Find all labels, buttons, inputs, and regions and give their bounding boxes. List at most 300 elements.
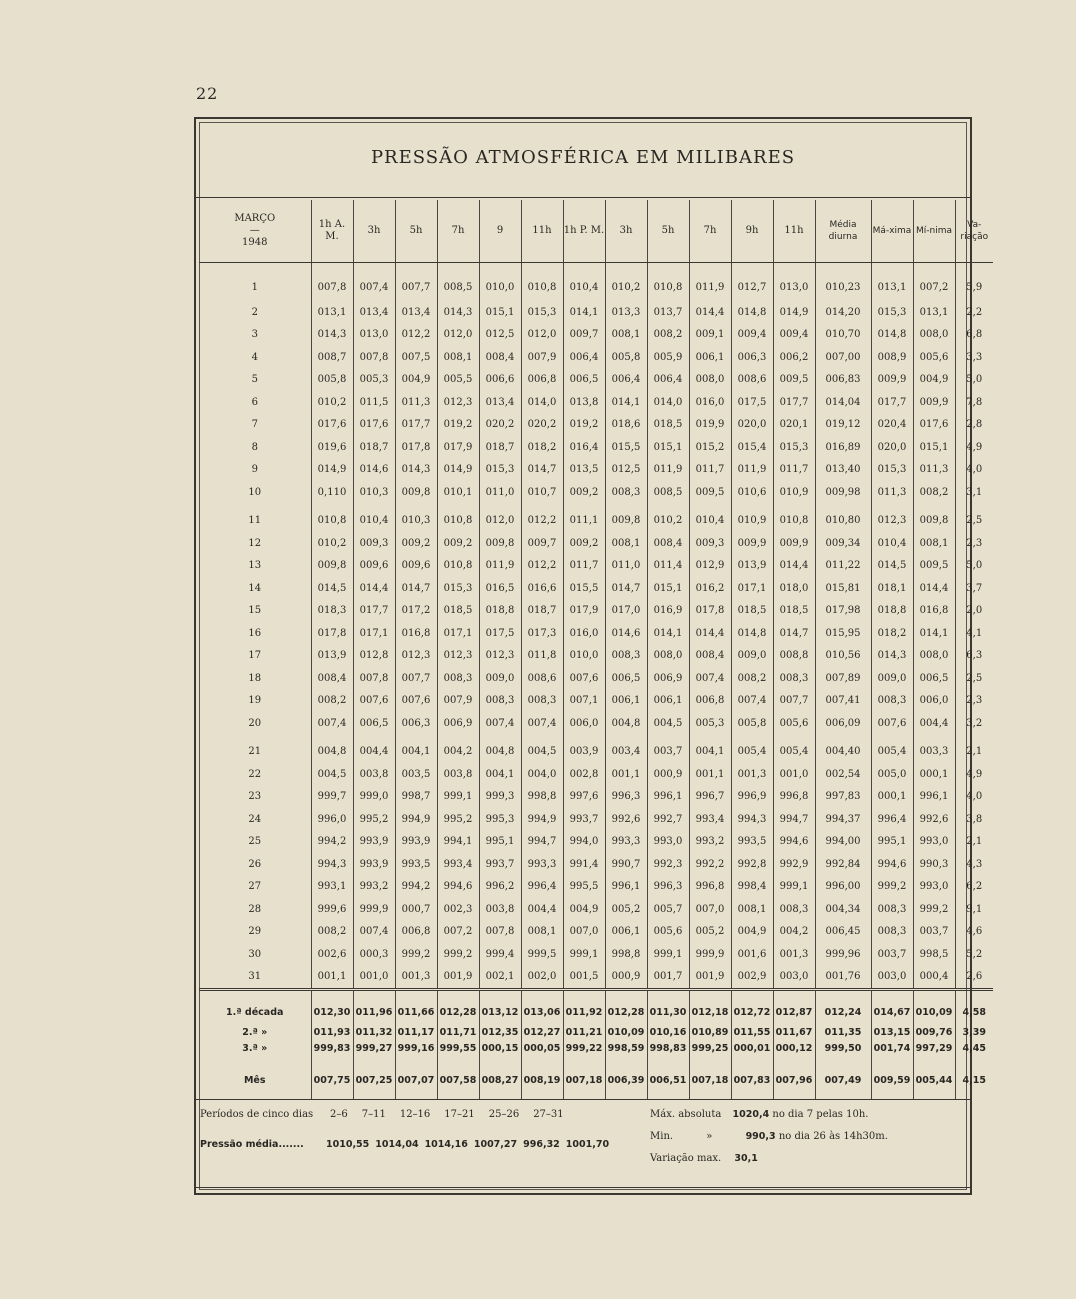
value-cell: 992,84 xyxy=(815,853,871,876)
value-cell: 2,8 xyxy=(955,414,993,437)
value-cell: 009,2 xyxy=(563,481,605,504)
table-row xyxy=(199,600,993,623)
value-cell: 005,4 xyxy=(871,735,913,764)
table-row xyxy=(199,690,993,713)
table-row xyxy=(199,645,993,668)
value-cell: 014,5 xyxy=(311,577,353,600)
day-cell: 1 xyxy=(251,281,258,293)
header-col-7: 3h xyxy=(605,200,647,263)
value-cell: 007,1 xyxy=(563,690,605,713)
value-cell: 003,0 xyxy=(773,966,815,990)
value-cell: 008,1 xyxy=(605,532,647,555)
value-cell: 012,2 xyxy=(521,555,563,578)
header-col-4: 9 xyxy=(479,200,521,263)
value-cell: 000,9 xyxy=(605,966,647,990)
value-cell: 009,0 xyxy=(731,645,773,668)
value-cell: 001,0 xyxy=(353,966,395,990)
max-abs-label: Máx. absoluta xyxy=(650,1109,722,1120)
value-cell: 004,8 xyxy=(605,712,647,735)
value-cell: 005,3 xyxy=(353,369,395,392)
summary-label: Mês xyxy=(243,1074,266,1086)
period-item: 12–16 xyxy=(399,1109,431,1120)
value-cell: 009,3 xyxy=(689,532,731,555)
table-row xyxy=(199,876,993,899)
value-cell: 012,7 xyxy=(731,263,773,302)
value-cell: 008,3 xyxy=(871,921,913,944)
summary-value: 000,12 xyxy=(773,1041,815,1055)
day-cell: 4 xyxy=(251,351,258,363)
value-cell: 002,3 xyxy=(437,898,479,921)
value-cell: 4,0 xyxy=(955,459,993,482)
value-cell: 5,0 xyxy=(955,555,993,578)
value-cell: 006,3 xyxy=(731,346,773,369)
table-row xyxy=(199,808,993,831)
value-cell: 999,1 xyxy=(437,786,479,809)
value-cell: 011,9 xyxy=(479,555,521,578)
max-abs-when: no dia 7 pelas 10h. xyxy=(772,1109,869,1120)
value-cell: 004,0 xyxy=(521,763,563,786)
decade-summary-row xyxy=(199,1041,993,1055)
value-cell: 012,0 xyxy=(437,324,479,347)
value-cell: 006,1 xyxy=(605,921,647,944)
value-cell: 014,4 xyxy=(773,555,815,578)
value-cell: 004,4 xyxy=(353,735,395,764)
min-mark: » xyxy=(706,1131,713,1142)
day-cell: 14 xyxy=(248,582,262,594)
value-cell: 004,40 xyxy=(815,735,871,764)
decade-summary-row xyxy=(199,1023,993,1041)
value-cell: 009,6 xyxy=(353,555,395,578)
value-cell: 011,7 xyxy=(773,459,815,482)
summary-value: 999,83 xyxy=(311,1041,353,1055)
day-cell: 10 xyxy=(248,486,262,498)
value-cell: 014,1 xyxy=(563,301,605,324)
value-cell: 008,8 xyxy=(773,645,815,668)
value-cell: 008,3 xyxy=(871,898,913,921)
day-cell: 22 xyxy=(248,768,262,780)
period-item: 27–31 xyxy=(533,1109,564,1120)
value-cell: 000,7 xyxy=(395,898,437,921)
value-cell: 000,9 xyxy=(647,763,689,786)
summary-value: 011,17 xyxy=(395,1023,437,1041)
header-col-6: 1h P. M. xyxy=(563,200,605,263)
value-cell: 013,9 xyxy=(731,555,773,578)
value-cell: 015,3 xyxy=(479,459,521,482)
value-cell: 018,2 xyxy=(871,622,913,645)
summary-value: 999,22 xyxy=(563,1041,605,1055)
value-cell: 009,1 xyxy=(689,324,731,347)
value-cell: 011,9 xyxy=(731,459,773,482)
value-cell: 992,6 xyxy=(913,808,955,831)
value-cell: 017,8 xyxy=(395,436,437,459)
value-cell: 993,7 xyxy=(563,808,605,831)
table-row xyxy=(199,853,993,876)
day-cell: 3 xyxy=(251,329,258,341)
day-cell: 19 xyxy=(248,695,262,707)
value-cell: 012,5 xyxy=(605,459,647,482)
value-cell: 009,6 xyxy=(395,555,437,578)
value-cell: 014,3 xyxy=(871,645,913,668)
value-cell: 019,2 xyxy=(437,414,479,437)
value-cell: 997,6 xyxy=(563,786,605,809)
value-cell: 3,1 xyxy=(955,481,993,504)
table-row xyxy=(199,898,993,921)
header-col-11: 11h xyxy=(773,200,815,263)
value-cell: 007,0 xyxy=(563,921,605,944)
day-cell: 20 xyxy=(248,717,262,729)
summary-value: 999,25 xyxy=(689,1041,731,1055)
summary-value: 997,29 xyxy=(913,1041,955,1055)
value-cell: 009,9 xyxy=(773,532,815,555)
value-cell: 018,3 xyxy=(311,600,353,623)
value-cell: 015,3 xyxy=(437,577,479,600)
value-cell: 6,3 xyxy=(955,645,993,668)
value-cell: 004,9 xyxy=(731,921,773,944)
value-cell: 007,6 xyxy=(395,690,437,713)
value-cell: 4,3 xyxy=(955,853,993,876)
value-cell: 010,4 xyxy=(353,504,395,533)
value-cell: 016,0 xyxy=(563,622,605,645)
summary-label: 2.ª » xyxy=(242,1026,268,1038)
value-cell: 014,3 xyxy=(395,459,437,482)
value-cell: 007,7 xyxy=(773,690,815,713)
header-col-10: 9h xyxy=(731,200,773,263)
value-cell: 993,9 xyxy=(395,831,437,854)
value-cell: 999,7 xyxy=(311,786,353,809)
value-cell: 017,98 xyxy=(815,600,871,623)
value-cell: 006,0 xyxy=(563,712,605,735)
value-cell: 6,8 xyxy=(955,324,993,347)
title-rule xyxy=(196,197,970,198)
value-cell: 013,7 xyxy=(647,301,689,324)
table-row xyxy=(199,943,993,966)
value-cell: 016,9 xyxy=(647,600,689,623)
day-cell: 16 xyxy=(248,627,262,639)
summary-value: 998,59 xyxy=(605,1041,647,1055)
value-cell: 004,5 xyxy=(311,763,353,786)
value-cell: 994,6 xyxy=(773,831,815,854)
value-cell: 007,4 xyxy=(311,712,353,735)
value-cell: 994,2 xyxy=(395,876,437,899)
value-cell: 010,80 xyxy=(815,504,871,533)
table-row xyxy=(199,555,993,578)
value-cell: 994,2 xyxy=(311,831,353,854)
value-cell: 999,2 xyxy=(871,876,913,899)
table-row xyxy=(199,263,993,302)
day-cell: 6 xyxy=(251,396,258,408)
value-cell: 000,3 xyxy=(353,943,395,966)
value-cell: 993,4 xyxy=(437,853,479,876)
min-line xyxy=(650,1131,888,1142)
table-row xyxy=(199,391,993,414)
variation-value: 30,1 xyxy=(734,1153,758,1164)
value-cell: 018,5 xyxy=(773,600,815,623)
value-cell: 013,1 xyxy=(871,263,913,302)
value-cell: 992,8 xyxy=(731,853,773,876)
summary-value: 011,35 xyxy=(815,1023,871,1041)
summary-label: 3.ª » xyxy=(242,1042,268,1054)
value-cell: 994,9 xyxy=(395,808,437,831)
value-cell: 016,8 xyxy=(913,600,955,623)
value-cell: 012,5 xyxy=(479,324,521,347)
summary-value: 011,93 xyxy=(311,1023,353,1041)
value-cell: 007,4 xyxy=(689,667,731,690)
value-cell: 992,9 xyxy=(773,853,815,876)
summary-value: 998,83 xyxy=(647,1041,689,1055)
table-frame xyxy=(194,117,989,1195)
value-cell: 002,0 xyxy=(521,966,563,990)
value-cell: 999,9 xyxy=(689,943,731,966)
value-cell: 001,3 xyxy=(395,966,437,990)
value-cell: 998,4 xyxy=(731,876,773,899)
value-cell: 016,89 xyxy=(815,436,871,459)
table-row xyxy=(199,921,993,944)
value-cell: 008,2 xyxy=(647,324,689,347)
table-row xyxy=(199,735,993,764)
value-cell: 008,0 xyxy=(913,324,955,347)
summary-value: 006,51 xyxy=(647,1055,689,1099)
value-cell: 018,7 xyxy=(353,436,395,459)
header-col-1: 3h xyxy=(353,200,395,263)
value-cell: 993,0 xyxy=(647,831,689,854)
table-row xyxy=(199,966,993,990)
value-cell: 3,3 xyxy=(955,346,993,369)
value-cell: 012,3 xyxy=(437,645,479,668)
summary-value: 012,72 xyxy=(731,990,773,1024)
value-cell: 014,6 xyxy=(353,459,395,482)
day-cell: 23 xyxy=(248,791,262,803)
value-cell: 015,4 xyxy=(731,436,773,459)
value-cell: 994,37 xyxy=(815,808,871,831)
value-cell: 004,9 xyxy=(563,898,605,921)
max-abs-value: 1020,4 xyxy=(732,1109,770,1120)
value-cell: 010,2 xyxy=(605,263,647,302)
value-cell: 995,2 xyxy=(437,808,479,831)
page-number: 22 xyxy=(196,84,219,103)
value-cell: 018,5 xyxy=(437,600,479,623)
variation-label: Variação max. xyxy=(650,1153,722,1164)
value-cell: 6,2 xyxy=(955,876,993,899)
value-cell: 015,5 xyxy=(605,436,647,459)
value-cell: 992,2 xyxy=(689,853,731,876)
value-cell: 007,7 xyxy=(395,263,437,302)
value-cell: 010,4 xyxy=(689,504,731,533)
value-cell: 007,4 xyxy=(353,921,395,944)
table-row xyxy=(199,324,993,347)
value-cell: 006,6 xyxy=(479,369,521,392)
value-cell: 006,9 xyxy=(437,712,479,735)
value-cell: 2,5 xyxy=(955,667,993,690)
value-cell: 012,3 xyxy=(437,391,479,414)
value-cell: 009,8 xyxy=(395,481,437,504)
value-cell: 010,8 xyxy=(437,555,479,578)
value-cell: 006,5 xyxy=(605,667,647,690)
value-cell: 017,6 xyxy=(913,414,955,437)
value-cell: 003,4 xyxy=(605,735,647,764)
periods-list xyxy=(330,1109,578,1120)
summary-value: 4,58 xyxy=(955,990,993,1024)
value-cell: 016,8 xyxy=(395,622,437,645)
value-cell: 016,6 xyxy=(521,577,563,600)
value-cell: 009,0 xyxy=(871,667,913,690)
value-cell: 001,3 xyxy=(773,943,815,966)
value-cell: 991,4 xyxy=(563,853,605,876)
min-when: no dia 26 às 14h30m. xyxy=(778,1131,888,1142)
header-month-label: MARÇO xyxy=(234,213,276,224)
value-cell: 993,5 xyxy=(731,831,773,854)
value-cell: 995,1 xyxy=(479,831,521,854)
value-cell: 004,4 xyxy=(521,898,563,921)
summary-value: 009,76 xyxy=(913,1023,955,1041)
value-cell: 009,9 xyxy=(871,369,913,392)
value-cell: 995,1 xyxy=(871,831,913,854)
value-cell: 008,2 xyxy=(311,921,353,944)
value-cell: 996,9 xyxy=(731,786,773,809)
pressure-item: 1014,16 xyxy=(424,1139,468,1150)
value-cell: 006,4 xyxy=(647,369,689,392)
value-cell: 006,1 xyxy=(689,346,731,369)
value-cell: 007,41 xyxy=(815,690,871,713)
value-cell: 003,7 xyxy=(647,735,689,764)
pressure-table xyxy=(199,200,993,1099)
value-cell: 011,3 xyxy=(395,391,437,414)
value-cell: 006,0 xyxy=(913,690,955,713)
value-cell: 004,9 xyxy=(395,369,437,392)
value-cell: 008,3 xyxy=(437,667,479,690)
value-cell: 008,7 xyxy=(311,346,353,369)
value-cell: 006,2 xyxy=(773,346,815,369)
summary-value: 012,24 xyxy=(815,990,871,1024)
value-cell: 014,9 xyxy=(437,459,479,482)
value-cell: 018,1 xyxy=(871,577,913,600)
period-item: 25–26 xyxy=(488,1109,520,1120)
value-cell: 007,4 xyxy=(521,712,563,735)
value-cell: 010,8 xyxy=(647,263,689,302)
table-row xyxy=(199,414,993,437)
day-cell: 13 xyxy=(248,560,262,572)
table-row xyxy=(199,346,993,369)
summary-value: 005,44 xyxy=(913,1055,955,1099)
value-cell: 008,1 xyxy=(605,324,647,347)
summary-value: 007,18 xyxy=(689,1055,731,1099)
value-cell: 009,3 xyxy=(353,532,395,555)
value-cell: 014,7 xyxy=(395,577,437,600)
value-cell: 009,4 xyxy=(773,324,815,347)
value-cell: 015,2 xyxy=(689,436,731,459)
value-cell: 010,4 xyxy=(563,263,605,302)
value-cell: 017,7 xyxy=(773,391,815,414)
value-cell: 996,1 xyxy=(605,876,647,899)
value-cell: 005,6 xyxy=(913,346,955,369)
value-cell: 013,0 xyxy=(353,324,395,347)
value-cell: 999,2 xyxy=(437,943,479,966)
table-row xyxy=(199,504,993,533)
value-cell: 010,1 xyxy=(437,481,479,504)
value-cell: 006,4 xyxy=(563,346,605,369)
value-cell: 013,1 xyxy=(311,301,353,324)
value-cell: 012,2 xyxy=(395,324,437,347)
summary-value: 013,12 xyxy=(479,990,521,1024)
value-cell: 997,83 xyxy=(815,786,871,809)
min-label: Min. xyxy=(650,1131,674,1142)
value-cell: 017,9 xyxy=(563,600,605,623)
table-row xyxy=(199,436,993,459)
value-cell: 004,5 xyxy=(647,712,689,735)
value-cell: 994,00 xyxy=(815,831,871,854)
day-cell: 25 xyxy=(248,836,262,848)
summary-value: 012,27 xyxy=(521,1023,563,1041)
value-cell: 000,1 xyxy=(913,763,955,786)
day-cell: 28 xyxy=(248,903,262,915)
value-cell: 2,1 xyxy=(955,735,993,764)
summary-value: 012,87 xyxy=(773,990,815,1024)
value-cell: 016,4 xyxy=(563,436,605,459)
value-cell: 996,8 xyxy=(689,876,731,899)
value-cell: 011,22 xyxy=(815,555,871,578)
value-cell: 014,8 xyxy=(871,324,913,347)
value-cell: 994,3 xyxy=(311,853,353,876)
summary-value: 011,67 xyxy=(773,1023,815,1041)
value-cell: 020,2 xyxy=(521,414,563,437)
value-cell: 010,9 xyxy=(731,504,773,533)
value-cell: 018,5 xyxy=(731,600,773,623)
value-cell: 996,3 xyxy=(647,876,689,899)
value-cell: 005,9 xyxy=(647,346,689,369)
value-cell: 005,7 xyxy=(647,898,689,921)
value-cell: 008,4 xyxy=(647,532,689,555)
value-cell: 5,9 xyxy=(955,263,993,302)
value-cell: 009,0 xyxy=(479,667,521,690)
value-cell: 001,7 xyxy=(647,966,689,990)
value-cell: 008,1 xyxy=(521,921,563,944)
value-cell: 012,3 xyxy=(479,645,521,668)
value-cell: 010,23 xyxy=(815,263,871,302)
value-cell: 010,8 xyxy=(521,263,563,302)
value-cell: 010,8 xyxy=(437,504,479,533)
summary-value: 011,21 xyxy=(563,1023,605,1041)
value-cell: 019,9 xyxy=(689,414,731,437)
value-cell: 018,8 xyxy=(479,600,521,623)
value-cell: 2,6 xyxy=(955,966,993,990)
value-cell: 010,56 xyxy=(815,645,871,668)
value-cell: 015,95 xyxy=(815,622,871,645)
value-cell: 020,0 xyxy=(871,436,913,459)
value-cell: 004,2 xyxy=(773,921,815,944)
value-cell: 017,2 xyxy=(395,600,437,623)
value-cell: 010,3 xyxy=(353,481,395,504)
value-cell: 003,8 xyxy=(353,763,395,786)
value-cell: 010,0 xyxy=(563,645,605,668)
value-cell: 010,70 xyxy=(815,324,871,347)
header-row xyxy=(199,200,993,263)
value-cell: 013,1 xyxy=(913,301,955,324)
value-cell: 007,8 xyxy=(311,263,353,302)
day-cell: 15 xyxy=(248,605,262,617)
table-row xyxy=(199,831,993,854)
value-cell: 2,3 xyxy=(955,532,993,555)
value-cell: 993,9 xyxy=(353,831,395,854)
value-cell: 993,0 xyxy=(913,876,955,899)
day-cell: 27 xyxy=(248,881,262,893)
value-cell: 004,4 xyxy=(913,712,955,735)
value-cell: 007,8 xyxy=(353,346,395,369)
value-cell: 004,8 xyxy=(479,735,521,764)
value-cell: 999,1 xyxy=(647,943,689,966)
day-cell: 2 xyxy=(251,306,258,318)
value-cell: 014,1 xyxy=(605,391,647,414)
max-abs-line xyxy=(650,1109,868,1120)
value-cell: 996,4 xyxy=(521,876,563,899)
